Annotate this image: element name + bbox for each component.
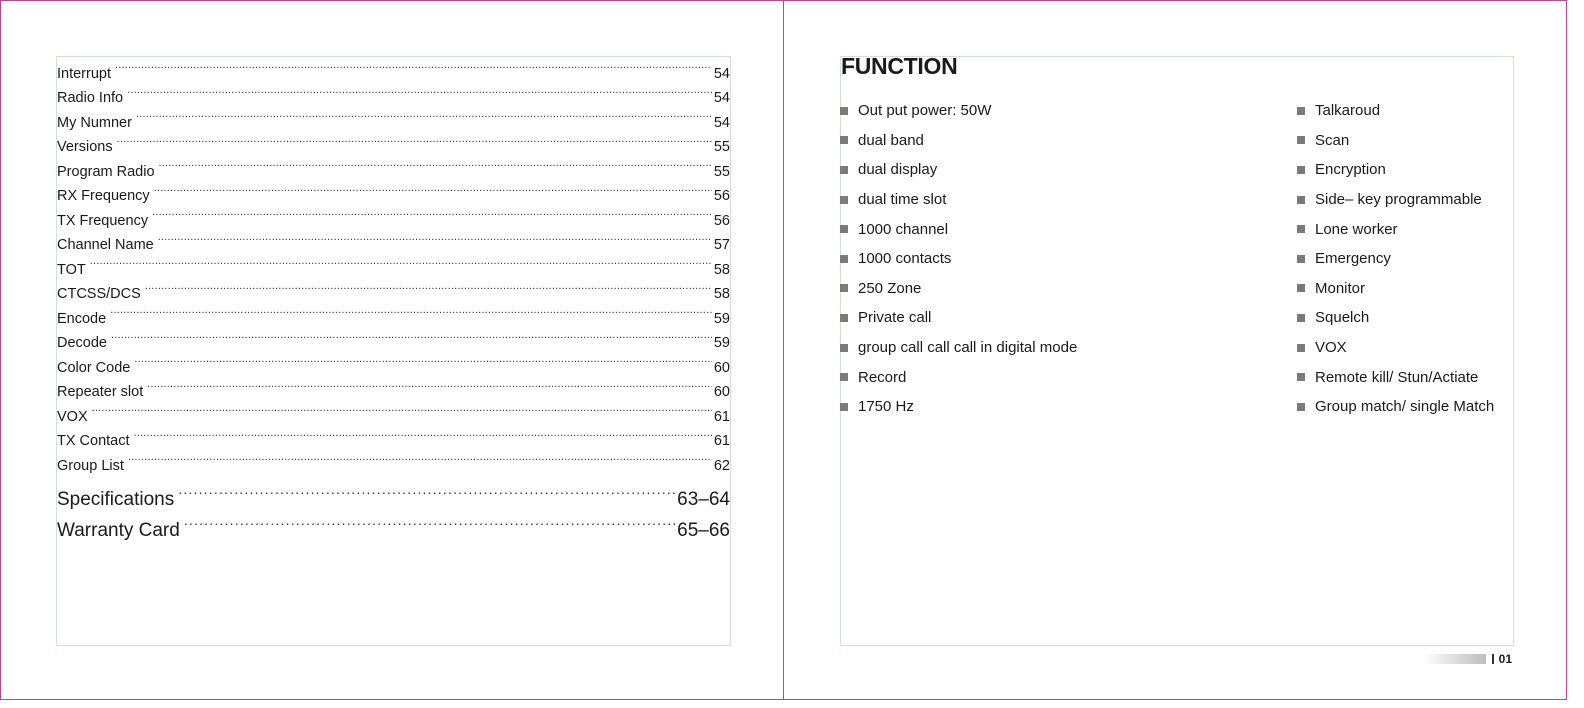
function-item-label: 1000 contacts [858, 250, 952, 268]
toc-entry-label: CTCSS/DCS [57, 286, 141, 302]
square-bullet-icon [840, 344, 848, 352]
function-item-label: 1000 channel [858, 220, 949, 238]
toc-entry-label: Encode [57, 310, 107, 327]
toc-entry-page: 57 [713, 237, 730, 253]
toc-entry-page: 59 [713, 310, 730, 327]
toc-entry-page: 54 [713, 65, 730, 82]
toc-entry [57, 474, 730, 510]
toc-leader-dots [147, 372, 712, 397]
function-item-label: dual band [858, 131, 924, 149]
function-item-label: Private call [858, 309, 932, 327]
function-item-label: Record [858, 368, 907, 386]
function-item [840, 185, 1077, 215]
separator-bar [1492, 654, 1494, 664]
function-item [1297, 392, 1494, 422]
toc-leader-dots [90, 249, 712, 274]
function-item [1297, 155, 1494, 185]
toc-entry-page: 56 [713, 188, 730, 204]
toc-entry-label: VOX [57, 408, 88, 425]
toc-leader-dots [145, 274, 712, 299]
function-list-left [840, 96, 1077, 422]
function-item [840, 392, 1077, 422]
toc-leader-dots [115, 53, 712, 78]
toc-entry-label: Channel Name [57, 237, 154, 253]
function-item [840, 362, 1077, 392]
toc-entry-label: Radio Info [57, 90, 124, 106]
toc-entry [57, 298, 730, 327]
function-item [1297, 214, 1494, 244]
function-list-right [1297, 96, 1494, 422]
function-item [840, 214, 1077, 244]
function-item-label: dual display [858, 161, 938, 179]
function-item-label: VOX [1315, 339, 1347, 357]
toc-leader-dots [154, 176, 712, 201]
function-heading: FUNCTION [841, 53, 958, 79]
toc-entry-page: 54 [713, 114, 730, 131]
function-item [840, 333, 1077, 363]
toc-leader-dots [152, 200, 712, 225]
square-bullet-icon [840, 255, 848, 263]
toc-leader-dots [158, 225, 712, 250]
toc-entry [57, 127, 730, 155]
toc-entry [57, 78, 730, 106]
function-item [840, 274, 1077, 304]
toc-entry [57, 445, 730, 474]
toc-entry [57, 176, 730, 204]
toc-leader-dots [134, 421, 712, 446]
function-item [1297, 185, 1494, 215]
function-item [840, 96, 1077, 126]
square-bullet-icon [1297, 344, 1305, 352]
toc-entry-page: 60 [713, 359, 730, 376]
function-item-label: Side– key programmable [1315, 191, 1482, 209]
toc-entry-page: 58 [713, 286, 730, 302]
square-bullet-icon [1297, 284, 1305, 292]
function-item [1297, 303, 1494, 333]
function-item-label: Lone worker [1315, 220, 1398, 238]
toc-entry-page: 61 [713, 433, 730, 449]
toc-entry [57, 225, 730, 253]
toc-leader-dots [184, 505, 675, 536]
function-item [840, 244, 1077, 274]
toc-entry-label: Program Radio [57, 163, 155, 180]
toc-entry-label: Group List [57, 457, 124, 474]
toc-entry [57, 396, 730, 425]
toc-entry-label: TX Frequency [57, 212, 149, 229]
function-item-label: 1750 Hz [858, 398, 914, 416]
square-bullet-icon [1297, 314, 1305, 322]
toc-entry-label: TOT [57, 261, 86, 278]
function-item-label: Scan [1315, 131, 1350, 149]
toc-entry-label: TX Contact [57, 433, 130, 449]
function-item-label: Squelch [1315, 309, 1370, 327]
toc-entry-label: RX Frequency [57, 188, 150, 204]
toc-leader-dots [111, 323, 712, 348]
toc-entry-page: 54 [713, 90, 730, 106]
toc-entry-page: 65–66 [677, 519, 730, 541]
table-of-contents [57, 53, 730, 541]
function-item-label: Emergency [1315, 250, 1391, 268]
toc-entry [57, 421, 730, 449]
function-item-label: Out put power: 50W [858, 102, 992, 120]
toc-entry [57, 151, 730, 180]
toc-entry-label: Interrupt [57, 65, 111, 82]
function-item-label: Remote kill/ Stun/Actiate [1315, 368, 1479, 386]
toc-leader-dots [136, 102, 712, 127]
square-bullet-icon [840, 225, 848, 233]
function-item-label: dual time slot [858, 191, 947, 209]
square-bullet-icon [1297, 403, 1305, 411]
function-item-label: Encryption [1315, 161, 1386, 179]
toc-entry-page: 58 [713, 261, 730, 278]
square-bullet-icon [1297, 255, 1305, 263]
toc-entry [57, 274, 730, 302]
toc-leader-dots [128, 445, 712, 470]
right-page [784, 0, 1567, 700]
toc-leader-dots [134, 347, 712, 372]
function-item-label: Monitor [1315, 279, 1366, 297]
square-bullet-icon [1297, 166, 1305, 174]
function-item [1297, 96, 1494, 126]
toc-leader-dots [178, 474, 675, 505]
toc-entry [57, 372, 730, 400]
toc-entry-page: 63–64 [677, 488, 730, 510]
function-item [840, 155, 1077, 185]
toc-entry-label: Repeater slot [57, 384, 144, 400]
function-item [1297, 333, 1494, 363]
page-number: 01 [1498, 652, 1512, 666]
square-bullet-icon [1297, 373, 1305, 381]
square-bullet-icon [840, 196, 848, 204]
toc-entry-label: Decode [57, 335, 107, 351]
toc-entry [57, 53, 730, 82]
toc-entry-page: 55 [713, 163, 730, 180]
toc-entry [57, 323, 730, 351]
left-page [0, 0, 784, 700]
toc-entry [57, 347, 730, 376]
toc-entry-label: Warranty Card [57, 519, 180, 541]
square-bullet-icon [1297, 136, 1305, 144]
square-bullet-icon [840, 107, 848, 115]
toc-entry-label: Color Code [57, 359, 131, 376]
toc-leader-dots [127, 78, 712, 103]
function-item [1297, 244, 1494, 274]
square-bullet-icon [1297, 107, 1305, 115]
function-item-label: 250 Zone [858, 279, 922, 297]
square-bullet-icon [840, 314, 848, 322]
function-item [1297, 274, 1494, 304]
function-item [840, 303, 1077, 333]
toc-entry-page: 59 [713, 335, 730, 351]
toc-leader-dots [159, 151, 712, 176]
toc-leader-dots [110, 298, 712, 323]
square-bullet-icon [840, 284, 848, 292]
toc-entry [57, 102, 730, 131]
function-item [1297, 126, 1494, 156]
square-bullet-icon [1297, 196, 1305, 204]
function-item-label: group call call call in digital mode [858, 339, 1078, 357]
toc-entry-label: Specifications [57, 488, 175, 510]
toc-entry-page: 62 [713, 457, 730, 474]
page-number-footer [1424, 652, 1512, 666]
toc-entry-page: 56 [713, 212, 730, 229]
toc-entry [57, 249, 730, 278]
toc-entry-page: 60 [713, 384, 730, 400]
toc-entry-page: 55 [713, 139, 730, 155]
function-item [1297, 362, 1494, 392]
toc-leader-dots [117, 127, 712, 152]
function-item-label: Group match/ single Match [1315, 398, 1495, 416]
square-bullet-icon [840, 373, 848, 381]
toc-entry [57, 200, 730, 229]
square-bullet-icon [1297, 225, 1305, 233]
gradient-bar-decoration [1424, 654, 1486, 664]
toc-entry-label: Versions [57, 139, 113, 155]
square-bullet-icon [840, 403, 848, 411]
toc-entry-page: 61 [713, 408, 730, 425]
square-bullet-icon [840, 136, 848, 144]
function-item-label: Talkaroud [1315, 102, 1381, 120]
toc-entry-label: My Numner [57, 114, 132, 131]
function-item [840, 126, 1077, 156]
square-bullet-icon [840, 166, 848, 174]
toc-leader-dots [92, 396, 712, 421]
